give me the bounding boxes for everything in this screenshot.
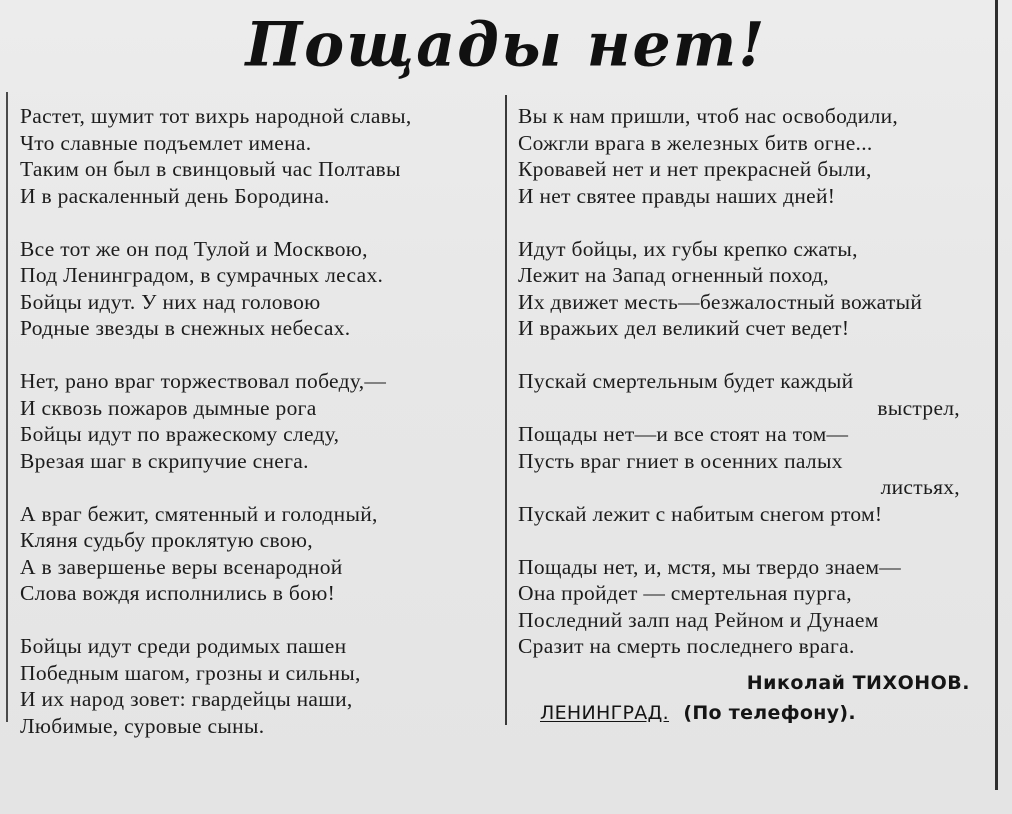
verse-line: Победным шагом, грозны и сильны, [20, 660, 361, 685]
stanza [518, 368, 996, 527]
verse-line: Их движет месть—безжалостный вожатый [518, 289, 923, 314]
verse-line: Таким он был в свинцовый час Полтавы [20, 157, 401, 181]
verse-line: Под Ленинградом, в сумрачных лесах. [20, 263, 384, 287]
verse-line: Слова вождя исполнились в бою! [20, 581, 336, 605]
stanza [20, 236, 498, 342]
dateline-note: (По телефону). [683, 702, 856, 724]
dateline [540, 702, 970, 724]
verse-line-continuation: выстрел, [877, 395, 960, 420]
stanza [518, 554, 996, 660]
verse-line: Врезая шаг в скрипучие снега. [20, 448, 309, 473]
verse-line: Бойцы идут по вражескому следу, [20, 422, 340, 446]
verse-line: А враг бежит, смятенный и голодный, [20, 501, 378, 526]
verse-line: Бойцы идут. У них над головою [20, 289, 321, 314]
verse-line: Что славные подъемлет имена. [20, 130, 312, 155]
poem-left-column [20, 103, 498, 766]
poem-right-column [518, 103, 996, 686]
verse-line: Пускай смертельным будет каждый [518, 369, 854, 393]
verse-line: Пощады нет—и все стоят на том— [518, 422, 849, 446]
dateline-city: ЛЕНИНГРАД. [540, 702, 670, 724]
verse-line: Сожгли врага в железных битв огне... [518, 130, 873, 155]
verse-line: И их народ зовет: гвардейцы наши, [20, 687, 353, 711]
verse-line: Бойцы идут среди родимых пашен [20, 634, 347, 658]
stanza [20, 103, 498, 209]
verse-line: Все тот же он под Тулой и Москвою, [20, 236, 368, 261]
verse-line: Она пройдет — смертельная пурга, [518, 581, 852, 605]
verse-line: А в завершенье веры всенародной [20, 554, 343, 579]
stanza [20, 368, 498, 474]
stanza [518, 236, 996, 342]
verse-line: Пускай лежит с набитым снегом ртом! [518, 501, 883, 526]
verse-line: И в раскаленный день Бородина. [20, 183, 330, 208]
stanza [518, 103, 996, 209]
verse-line: Последний залп над Рейном и Дунаем [518, 607, 879, 632]
verse-line: И нет святее правды наших дней! [518, 183, 836, 208]
verse-line: Родные звезды в снежных небесах. [20, 316, 351, 340]
verse-line: Нет, рано враг торжествовал победу,— [20, 369, 387, 393]
verse-line: Вы к нам пришли, чтоб нас освободили, [518, 104, 899, 128]
author-name: Николай ТИХОНОВ. [746, 672, 970, 694]
left-border-rule [6, 92, 8, 722]
stanza [20, 633, 498, 739]
verse-line: Пусть враг гниет в осенних палых [518, 448, 843, 473]
headline: Пощады нет! [245, 9, 767, 81]
verse-line: Кровавей нет и нет прекрасней были, [518, 157, 872, 181]
column-divider [505, 95, 507, 725]
verse-line: И вражьих дел великий счет ведет! [518, 316, 850, 340]
verse-line: Растет, шумит тот вихрь народной славы, [20, 104, 412, 128]
verse-line: Пощады нет, и, мстя, мы твердо знаем— [518, 554, 902, 579]
verse-line: Любимые, суровые сыны. [20, 713, 265, 738]
verse-line: Кляня судьбу проклятую свою, [20, 528, 313, 552]
verse-line-continuation: листьях, [880, 475, 960, 499]
verse-line: И сквозь пожаров дымные рога [20, 395, 317, 420]
verse-line: Лежит на Запад огненный поход, [518, 263, 829, 287]
verse-line: Сразит на смерть последнего врага. [518, 634, 855, 658]
signature-block [540, 672, 970, 724]
verse-line: Идут бойцы, их губы крепко сжаты, [518, 236, 858, 261]
stanza [20, 501, 498, 607]
